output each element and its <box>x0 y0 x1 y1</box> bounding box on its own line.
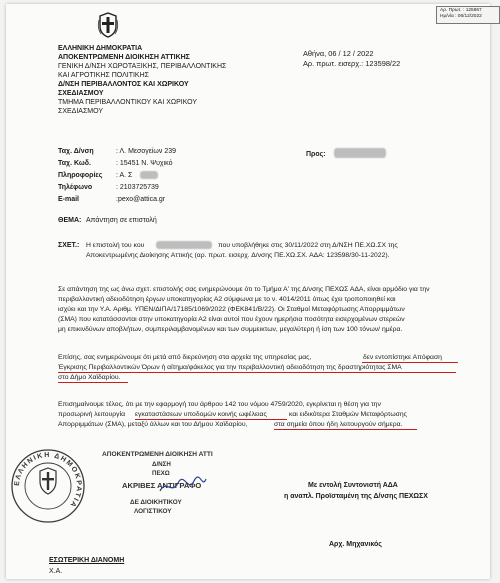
reference-label: ΣΧΕΤ.: <box>58 242 80 249</box>
reference-line-1b: που υποβλήθηκε στις 30/11/2022 στη Δ/ΝΣΗ ΠΕ.ΧΩ.ΣΧ της <box>218 242 398 249</box>
header-line-8: ΣΧΕΔΙΑΣΜΟΥ <box>58 108 104 115</box>
para2-line-1b: δεν εντοπίστηκε Απόφαση <box>363 354 442 361</box>
distribution-label: ΕΣΩΤΕΡΙΚΗ ΔΙΑΝΟΜΗ <box>49 557 125 564</box>
red-underline-3 <box>58 382 128 383</box>
contact-value-phone: : 2103725739 <box>116 184 159 191</box>
contact-value-email: :pexo@attica.gr <box>116 196 166 203</box>
para1-line-5: μη επικινδύνων αποβλήτων, συμπεριλαμβανομένων και των συμμεικτων, μεγαλύτερη ή ίση των 100 τόνων/ ημέρα. <box>58 326 403 333</box>
header-line-5: Δ/ΝΣΗ ΠΕΡΙΒΑΛΛΟΝΤΟΣ ΚΑΙ ΧΩΡΙΚΟΥ <box>58 81 189 88</box>
greek-emblem-icon <box>97 12 119 38</box>
redacted-recipient <box>334 148 386 158</box>
subject-label: ΘΕΜΑ: <box>58 217 82 224</box>
header-line-6: ΣΧΕΔΙΑΣΜΟΥ <box>58 90 104 97</box>
contact-label-address: Ταχ. Δ/νση <box>58 148 94 155</box>
certified-copy-stamp <box>74 451 224 521</box>
recipient-label: Προς: <box>306 151 326 158</box>
para1-line-3: ισχύει και την Υ.Α. Αριθμ. ΥΠΕΝ/ΔΙΠΑ/17185/1069/2022 (ΦΕΚ841/Β/22). Οι Σταθμοί Μεταφόρτωσης Απορριμμάτων <box>58 306 405 313</box>
header-line-4: ΚΑΙ ΑΓΡΟΤΙΚΗΣ ΠΟΛΙΤΙΚΗΣ <box>58 72 149 79</box>
stamp-line-4: ΑΚΡΙΒΕΣ ΑΝΤΙΓΡΑΦΟ <box>122 481 202 490</box>
contact-label-email: E-mail <box>58 196 80 203</box>
para3-line-2a: προσωρινή λειτουργία <box>58 411 126 418</box>
contact-value-postcode: : 15451 Ν. Ψυχικό <box>116 160 173 167</box>
stamp-line-5: ΔΕ ΔΙΟΙΚΗΤΙΚΟΥ <box>130 499 182 506</box>
header-line-7: ΤΜΗΜΑ ΠΕΡΙΒΑΛΛΟΝΤΙΚΟΥ ΚΑΙ ΧΩΡΙΚΟΥ <box>58 99 198 106</box>
distribution-item: Χ.Α. <box>49 568 63 575</box>
contact-value-info: : Α. Σ <box>116 172 133 179</box>
signature-line-1: Με εντολή Συντονιστή ΑΔΑ <box>308 482 398 489</box>
red-underline-5 <box>274 429 417 430</box>
para2-line-1a: Επίσης, σας ενημερώνουμε ότι μετά από διερεύνηση στα αρχεία της υπηρεσίας μας, <box>58 354 312 361</box>
handwritten-signature-icon <box>158 475 208 497</box>
stamp-line-6: ΛΟΓΙΣΤΙΚΟΥ <box>134 508 172 515</box>
para3-line-3a: Απορριμμάτων (ΣΜΑ), μεταξύ άλλων και του Δήμου Χαϊδαρίου, <box>58 421 248 428</box>
seal-ring-text: ΕΛΛΗΝΙΚΗ ΔΗΜΟΚΡΑΤΙΑ <box>13 451 83 509</box>
stamp-line-1: ΑΠΟΚΕΝΤΡΩΜΕΝΗ ΔΙΟΙΚΗΣΗ ΑΤΤΙ <box>102 451 213 458</box>
subject-text: Απάντηση σε επιστολή <box>86 217 157 224</box>
incoming-protocol: Αρ. πρωτ. εισερχ.: 123598/22 <box>303 59 401 68</box>
document-date: Αθήνα, 06 / 12 / 2022 <box>303 49 374 58</box>
para3-line-1: Επισημαίνουμε τέλος, ότι με την εφαρμογή του άρθρου 142 του νόμου 4759/2020, εγκρίνεται η θέση για την <box>58 401 381 408</box>
protocol-stamp <box>436 6 500 24</box>
contact-value-address: : Λ. Μεσογείων 239 <box>116 148 176 155</box>
para3-line-2c: και ειδικότερα Σταθμών Μεταφόρτωσης <box>289 411 407 418</box>
protocol-stamp-date: Ημ/νία : 06/12/2022 <box>440 14 482 19</box>
header-line-1: ΕΛΛΗΝΙΚΗ ΔΗΜΟΚΡΑΤΙΑ <box>58 45 143 52</box>
para3-line-3b: στα σημεία όπου ήδη λειτουργούν σήμερα. <box>274 421 403 428</box>
para1-line-2: περιβαλλοντική αδειοδότηση έργων υποκατηγορίας Α2 σύμφωνα με το ν. 4014/2011 όπως έχει τροποποιηθεί και <box>58 296 396 303</box>
reference-line-2: Αποκεντρωμένης Διοίκησης Αττικής (αρ. πρωτ. εισερχ. Δ/νσης ΠΕ.ΧΩ.ΣΧ. ΑΔΑ: 123598/30-11-2022). <box>86 252 390 259</box>
reference-line-1a: Η επιστολή του κου <box>86 242 145 249</box>
para2-line-3: στο Δήμο Χαϊδαρίου. <box>58 374 121 381</box>
stamp-line-2: Δ/ΝΣΗ <box>152 461 171 468</box>
signature-line-2: η αναπλ. Προϊσταμένη της Δ/νσης ΠΕΧΩΣΧ <box>284 493 428 500</box>
contact-label-postcode: Ταχ. Κωδ. <box>58 160 91 167</box>
redacted-sender <box>156 241 212 249</box>
contact-label-phone: Τηλέφωνο <box>58 184 93 191</box>
para1-line-4: (ΣΜΑ) που κατατάσσονται στην υποκατηγορία Α2 είναι αυτοί που έχουν ημερήσια ποσότητα εισερχομένων στερεών <box>58 316 405 323</box>
stamp-line-3: ΠΕΧΩ <box>152 470 170 477</box>
para1-line-1: Σε απάντηση της ως άνω σχετ. επιστολής σας ενημερώνουμε ότι το Τμήμα Α' της Δ/νσης ΠΕΧΩΣ ΑΔΑ, είναι αρμόδιο για την <box>58 286 430 293</box>
header-line-3: ΓΕΝΙΚΗ Δ/ΝΣΗ ΧΩΡΟΤΑΞΙΚΗΣ, ΠΕΡΙΒΑΛΛΟΝΤΙΚΗΣ <box>58 63 227 70</box>
document-page <box>6 4 490 579</box>
contact-label-info: Πληροφορίες <box>58 172 103 179</box>
signature-title: Αρχ. Μηχανικός <box>329 541 382 548</box>
redacted-name <box>140 171 158 179</box>
protocol-stamp-number: Αρ. Πρωτ. : 125867 <box>440 8 482 13</box>
para3-line-2b: εγκαταστάσεων υποδομών κοινής ωφέλειας <box>135 411 267 418</box>
para2-line-2: Έγκρισης Περιβαλλοντικών Όρων ή αίτημα/φάκελος για την περιβαλλοντική αδειοδότηση της δραστηριότητας ΣΜΑ <box>58 364 402 371</box>
header-line-2: ΑΠΟΚΕΝΤΡΩΜΕΝΗ ΔΙΟΙΚΗΣΗ ΑΤΤΙΚΗΣ <box>58 54 190 61</box>
